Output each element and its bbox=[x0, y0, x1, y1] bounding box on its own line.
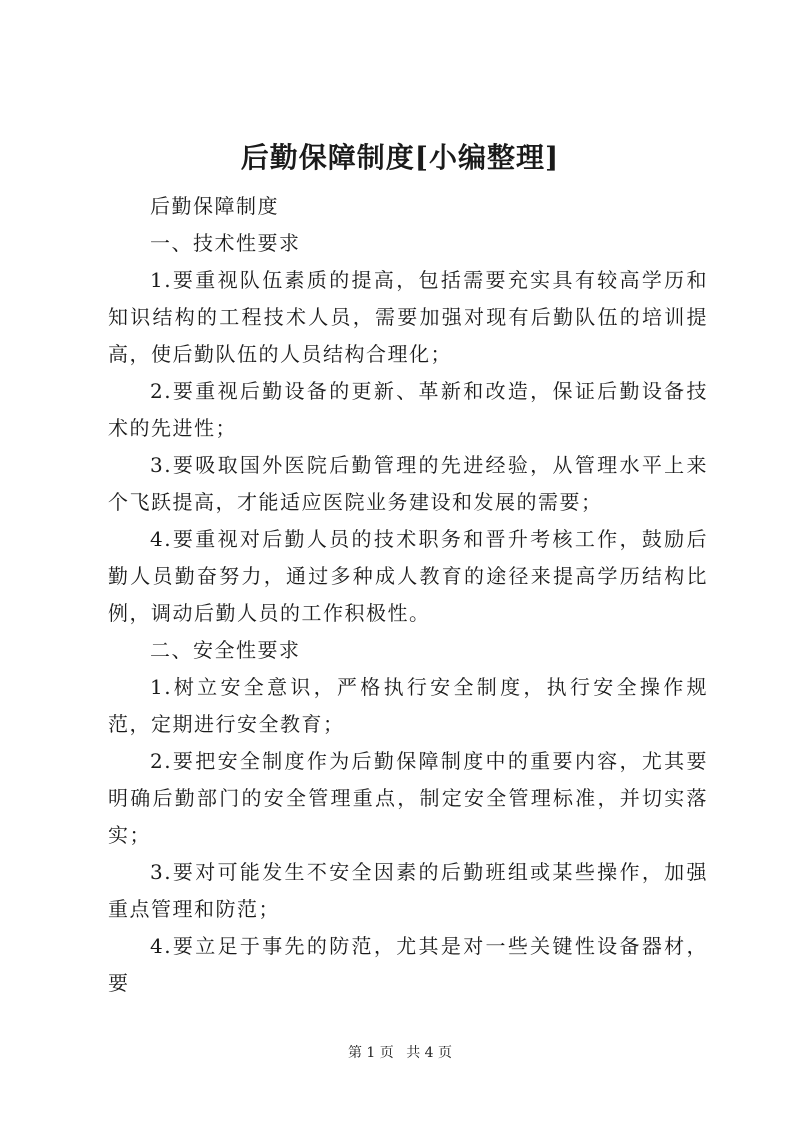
section-heading-safety: 二、安全性要求 bbox=[150, 638, 301, 662]
page-total: 共 4 页 bbox=[406, 1045, 453, 1061]
section-heading-technical: 一、技术性要求 bbox=[150, 231, 301, 255]
paragraph-subtitle: 后勤保障制度 bbox=[150, 194, 279, 218]
page-title: 后勤保障制度[小编整理] bbox=[240, 141, 560, 174]
paragraph: 2.要重视后勤设备的更新、革新和改造，保证后勤设备技术的先进性； bbox=[108, 379, 708, 440]
document-body bbox=[108, 188, 708, 1002]
page-number: 第 1 页 bbox=[347, 1045, 394, 1061]
paragraph: 3.要吸取国外医院后勤管理的先进经验，从管理水平上来个飞跃提高，才能适应医院业务建设和发展的需要； bbox=[108, 453, 708, 514]
paragraph: 1.要重视队伍素质的提高，包括需要充实具有较高学历和知识结构的工程技术人员，需要加强对现有后勤队伍的培训提高，使后勤队伍的人员结构合理化； bbox=[108, 268, 708, 366]
paragraph: 4.要立足于事先的防范，尤其是对一些关键性设备器材，要 bbox=[108, 934, 708, 995]
paragraph: 2.要把安全制度作为后勤保障制度中的重要内容，尤其要明确后勤部门的安全管理重点，制定安全管理标准，并切实落实； bbox=[108, 749, 708, 847]
paragraph: 3.要对可能发生不安全因素的后勤班组或某些操作，加强重点管理和防范； bbox=[108, 860, 708, 921]
paragraph: 1.树立安全意识，严格执行安全制度，执行安全操作规范，定期进行安全教育； bbox=[108, 675, 708, 736]
paragraph: 4.要重视对后勤人员的技术职务和晋升考核工作，鼓励后勤人员勤奋努力，通过多种成人教育的途径来提高学历结构比例，调动后勤人员的工作积极性。 bbox=[108, 527, 708, 625]
page-footer bbox=[0, 1043, 800, 1063]
